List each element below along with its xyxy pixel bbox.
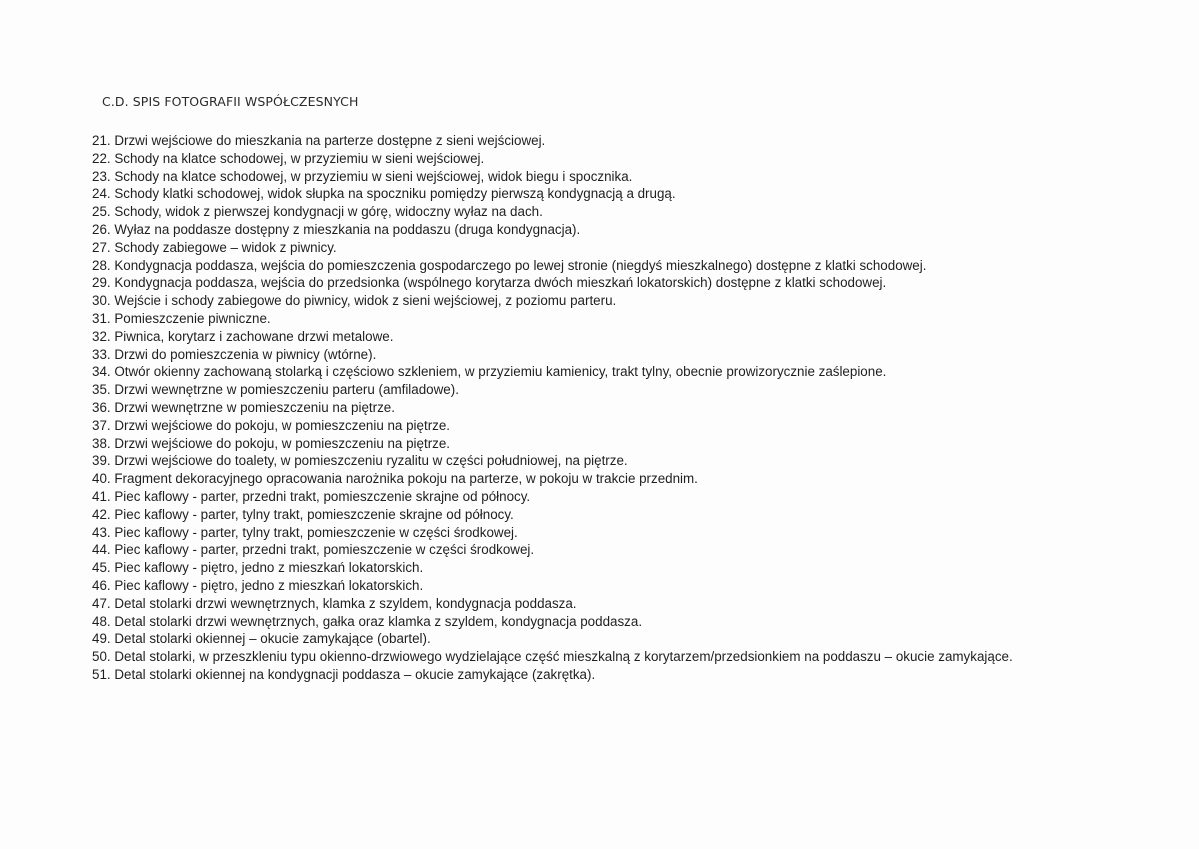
item-text: Drzwi wejściowe do pokoju, w pomieszczeniu na piętrze. — [114, 417, 451, 433]
item-number: 25. — [92, 204, 111, 220]
item-number: 47. — [92, 595, 111, 611]
item-number: 24. — [92, 186, 111, 202]
item-number: 22. — [92, 150, 111, 166]
list-item — [92, 648, 1102, 666]
list-item — [92, 203, 1102, 221]
item-text: Schody zabiegowe – widok z piwnicy. — [114, 239, 337, 255]
item-text: Wejście i schody zabiegowe do piwnicy, widok z sieni wejściowej, z poziomu parteru. — [114, 293, 617, 309]
item-text: Piec kaflowy - parter, przedni trakt, pomieszczenie w części środkowej. — [114, 542, 535, 558]
item-number: 44. — [92, 542, 111, 558]
list-item — [92, 257, 1102, 275]
item-text: Drzwi wejściowe do mieszkania na parterze dostępne z sieni wejściowej. — [114, 133, 546, 148]
item-number: 37. — [92, 417, 111, 433]
item-text: Wyłaz na poddasze dostępny z mieszkania na poddaszu (druga kondygnacja). — [114, 221, 581, 237]
list-item — [92, 559, 1102, 577]
item-text: Fragment dekoracyjnego opracowania narożnika pokoju na parterze, w pokoju w trakcie przednim. — [114, 471, 698, 487]
photo-list — [92, 132, 1102, 684]
list-item — [92, 239, 1102, 257]
item-text: Schody, widok z pierwszej kondygnacji w górę, widoczny wyłaz na dach. — [114, 204, 543, 220]
item-text: Drzwi wewnętrzne w pomieszczeniu na piętrze. — [114, 399, 395, 415]
list-item — [92, 132, 1102, 150]
item-number: 21. — [92, 133, 111, 148]
item-text: Detal stolarki okiennej na kondygnacji poddasza – okucie zamykające (zakrętka). — [114, 666, 596, 682]
list-item — [92, 292, 1102, 310]
list-item — [92, 666, 1102, 684]
list-item — [92, 506, 1102, 524]
item-text: Piec kaflowy - parter, tylny trakt, pomieszczenie w części środkowej. — [114, 524, 518, 540]
item-number: 33. — [92, 346, 111, 362]
list-item — [92, 452, 1102, 470]
list-item — [92, 185, 1102, 203]
item-text: Schody na klatce schodowej, w przyziemiu w sieni wejściowej. — [114, 150, 485, 166]
item-text: Otwór okienny zachowaną stolarką i częściowo szkleniem, w przyziemiu kamienicy, trakt tylny, obecnie prowizorycznie zaślepione. — [114, 364, 887, 380]
item-text: Piwnica, korytarz i zachowane drzwi metalowe. — [114, 328, 394, 344]
item-number: 48. — [92, 613, 111, 629]
list-item — [92, 524, 1102, 542]
item-number: 43. — [92, 524, 111, 540]
item-number: 35. — [92, 382, 111, 398]
list-item — [92, 613, 1102, 631]
item-number: 29. — [92, 275, 111, 291]
item-text: Drzwi wewnętrzne w pomieszczeniu parteru (amfiladowe). — [114, 382, 459, 398]
item-number: 28. — [92, 257, 111, 273]
list-item — [92, 346, 1102, 364]
list-item — [92, 381, 1102, 399]
item-number: 32. — [92, 328, 111, 344]
item-number: 27. — [92, 239, 111, 255]
list-item — [92, 470, 1102, 488]
item-text: Drzwi do pomieszczenia w piwnicy (wtórne). — [114, 346, 377, 362]
list-item — [92, 399, 1102, 417]
list-item — [92, 488, 1102, 506]
item-number: 51. — [92, 666, 111, 682]
item-number: 39. — [92, 453, 111, 469]
item-text: Kondygnacja poddasza, wejścia do przedsionka (wspólnego korytarza dwóch mieszkań lokatorskich) dostępne z klatki schodowej. — [114, 275, 887, 291]
item-text: Schody klatki schodowej, widok słupka na spoczniku pomiędzy pierwszą kondygnacją a drugą. — [114, 186, 676, 202]
item-text: Detal stolarki, w przeszkleniu typu okienno-drzwiowego wydzielające część mieszkalną z korytarzem/przedsionkiem na poddaszu – okucie zamykające. — [114, 649, 1013, 665]
page-heading: C.D. SPIS FOTOGRAFII WSPÓŁCZESNYCH — [102, 94, 359, 109]
item-number: 50. — [92, 649, 111, 665]
item-text: Piec kaflowy - parter, przedni trakt, pomieszczenie skrajne od północy. — [114, 488, 531, 504]
item-text: Kondygnacja poddasza, wejścia do pomieszczenia gospodarczego po lewej stronie (niegdyś mieszkalnego) dostępne z klatki schodowej. — [114, 257, 927, 273]
list-item — [92, 541, 1102, 559]
item-number: 30. — [92, 293, 111, 309]
item-number: 38. — [92, 435, 111, 451]
item-text: Piec kaflowy - parter, tylny trakt, pomieszczenie skrajne od północy. — [114, 506, 514, 522]
item-text: Drzwi wejściowe do toalety, w pomieszczeniu ryzalitu w części południowej, na piętrze. — [114, 453, 628, 469]
item-number: 26. — [92, 221, 111, 237]
item-text: Piec kaflowy - piętro, jedno z mieszkań lokatorskich. — [114, 577, 424, 593]
list-item — [92, 435, 1102, 453]
item-number: 49. — [92, 631, 111, 647]
item-text: Detal stolarki drzwi wewnętrznych, klamka z szyldem, kondygnacja poddasza. — [114, 595, 577, 611]
list-item — [92, 363, 1102, 381]
list-item — [92, 274, 1102, 292]
list-item — [92, 595, 1102, 613]
item-number: 36. — [92, 399, 111, 415]
item-number: 45. — [92, 560, 111, 576]
item-number: 46. — [92, 577, 111, 593]
item-text: Piec kaflowy - piętro, jedno z mieszkań lokatorskich. — [114, 560, 424, 576]
list-item — [92, 150, 1102, 168]
list-item — [92, 328, 1102, 346]
list-item — [92, 630, 1102, 648]
list-item — [92, 417, 1102, 435]
item-number: 42. — [92, 506, 111, 522]
list-item — [92, 310, 1102, 328]
item-number: 23. — [92, 168, 111, 184]
list-item — [92, 577, 1102, 595]
item-number: 34. — [92, 364, 111, 380]
list-item — [92, 168, 1102, 186]
item-text: Pomieszczenie piwniczne. — [114, 310, 271, 326]
item-text: Schody na klatce schodowej, w przyziemiu w sieni wejściowej, widok biegu i spocznika. — [114, 168, 633, 184]
item-number: 41. — [92, 488, 111, 504]
item-number: 40. — [92, 471, 111, 487]
item-text: Detal stolarki drzwi wewnętrznych, gałka oraz klamka z szyldem, kondygnacja poddasza. — [114, 613, 643, 629]
list-item — [92, 221, 1102, 239]
item-text: Detal stolarki okiennej – okucie zamykające (obartel). — [114, 631, 431, 647]
item-text: Drzwi wejściowe do pokoju, w pomieszczeniu na piętrze. — [114, 435, 451, 451]
item-number: 31. — [92, 310, 111, 326]
